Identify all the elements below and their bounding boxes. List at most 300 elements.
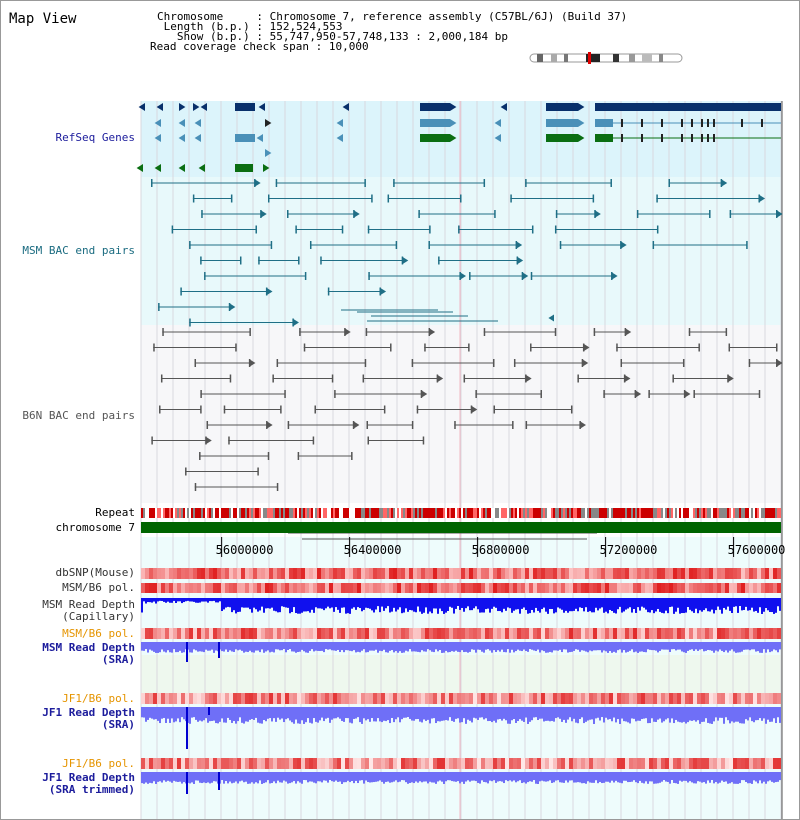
depth-bar (471, 772, 473, 781)
depth-bar (505, 707, 507, 720)
bac-end (417, 406, 419, 414)
heat-cell (369, 758, 373, 769)
bac-end (320, 257, 322, 265)
depth-bar (741, 598, 743, 610)
heat-cell (769, 583, 773, 593)
bac-end (709, 210, 711, 218)
heat-cell (289, 693, 293, 704)
heat-cell (177, 628, 181, 639)
repeat-track (141, 508, 781, 518)
heat-cell (517, 628, 521, 639)
depth-bar (699, 772, 701, 782)
repeat-mark (719, 508, 721, 518)
depth-bar (237, 707, 239, 721)
heat-cell (153, 568, 157, 579)
heat-cell (657, 693, 661, 704)
bac-end (231, 195, 233, 203)
depth-bar (483, 642, 485, 653)
repeat-mark (749, 508, 751, 518)
heat-cell (597, 583, 601, 593)
depth-bar (249, 642, 251, 651)
heat-cell (149, 628, 153, 639)
depth-bar (635, 598, 637, 613)
heat-cell (593, 628, 597, 639)
depth-bar (215, 642, 217, 651)
depth-bar (771, 707, 773, 722)
depth-bar (623, 642, 625, 650)
track-label-msm-depth-sra[interactable]: MSM Read Depth (SRA) (42, 641, 135, 666)
depth-bar (253, 598, 255, 608)
depth-bar (361, 598, 363, 611)
depth-bar (317, 772, 319, 781)
heat-cell (237, 758, 241, 769)
heat-cell (541, 568, 545, 579)
depth-bar (651, 707, 653, 718)
bac-end (759, 390, 761, 398)
depth-bar (633, 772, 635, 780)
repeat-mark (485, 508, 487, 518)
heat-cell (745, 693, 749, 704)
depth-bar (639, 642, 641, 652)
depth-bar (285, 598, 287, 607)
depth-bar (483, 598, 485, 613)
depth-bar (387, 707, 389, 720)
heat-cell (193, 568, 197, 579)
depth-bar (283, 772, 285, 781)
track-canvas[interactable] (1, 1, 799, 819)
depth-bar (639, 598, 641, 611)
heat-cell (673, 693, 677, 704)
depth-bar (275, 598, 277, 611)
depth-bar (251, 772, 253, 782)
depth-bar (179, 707, 181, 722)
gene-block (595, 134, 613, 142)
depth-bar (455, 772, 457, 782)
depth-bar (319, 642, 321, 651)
depth-bar (231, 598, 233, 612)
repeat-mark (341, 508, 343, 518)
heat-cell (677, 583, 681, 593)
heat-cell (265, 693, 269, 704)
depth-bar (315, 598, 317, 607)
heat-cell (533, 693, 537, 704)
heat-cell (689, 693, 693, 704)
depth-bar (535, 707, 537, 717)
heat-cell (461, 758, 465, 769)
depth-bar (339, 642, 341, 652)
depth-bar (461, 598, 463, 608)
repeat-mark (741, 508, 743, 518)
depth-bar (587, 642, 589, 652)
depth-bar (409, 598, 411, 610)
depth-bar (533, 598, 535, 612)
track-label-jf1-depth-sra[interactable]: JF1 Read Depth (SRA) (42, 706, 135, 731)
heat-cell (317, 758, 321, 769)
heat-cell (333, 568, 337, 579)
depth-bar (521, 772, 523, 783)
heat-cell (561, 583, 565, 593)
depth-bar (425, 707, 427, 721)
heat-cell (181, 583, 185, 593)
depth-bar (777, 642, 779, 652)
depth-bar (761, 707, 763, 721)
heat-cell (273, 568, 277, 579)
track-label-b6n-bac[interactable]: B6N BAC end pairs (22, 409, 135, 422)
depth-bar (675, 598, 677, 612)
depth-bar (229, 707, 231, 720)
depth-bar (181, 598, 183, 603)
depth-bar (663, 707, 665, 721)
depth-bar (695, 772, 697, 783)
gene-block (420, 119, 450, 127)
depth-bar (405, 707, 407, 718)
depth-bar (319, 772, 321, 781)
depth-bar (345, 598, 347, 614)
bac-end (418, 210, 420, 218)
depth-bar (701, 642, 703, 649)
heat-cell (181, 568, 185, 579)
depth-bar (719, 598, 721, 610)
depth-bar (687, 642, 689, 651)
repeat-mark (289, 508, 291, 518)
track-label-dbsnp[interactable]: dbSNP(Mouse) (55, 566, 135, 579)
depth-bar (447, 642, 449, 652)
heat-cell (681, 583, 685, 593)
depth-bar (269, 772, 271, 783)
depth-bar (507, 642, 509, 649)
depth-bar (315, 642, 317, 651)
depth-bar (633, 642, 635, 652)
depth-bar (409, 772, 411, 783)
heat-cell (325, 693, 329, 704)
depth-bar (317, 642, 319, 651)
depth-bar (669, 642, 671, 652)
heat-cell (765, 693, 769, 704)
heat-cell (521, 628, 525, 639)
depth-bar (435, 642, 437, 649)
repeat-mark (537, 508, 539, 518)
bac-end (593, 195, 595, 203)
heat-cell (465, 758, 469, 769)
depth-bar (777, 707, 779, 717)
heat-cell (749, 758, 753, 769)
repeat-mark (647, 508, 649, 518)
heat-cell (421, 628, 425, 639)
depth-bar (405, 772, 407, 782)
repeat-mark (295, 508, 297, 518)
depth-bar (395, 707, 397, 719)
depth-bar (713, 707, 715, 721)
depth-bar (771, 642, 773, 651)
heat-cell (209, 758, 213, 769)
depth-bar (417, 707, 419, 719)
heat-cell (521, 693, 525, 704)
depth-bar (155, 642, 157, 653)
depth-bar (377, 707, 379, 718)
heat-cell (613, 583, 617, 593)
bac-end (366, 328, 368, 336)
depth-bar (655, 772, 657, 784)
heat-cell (573, 628, 577, 639)
repeat-mark (739, 508, 741, 518)
heat-cell (569, 583, 573, 593)
gene-block (235, 134, 255, 142)
depth-bar (619, 642, 621, 649)
depth-bar (233, 707, 235, 721)
repeat-mark (227, 508, 229, 518)
depth-bar (149, 642, 151, 650)
depth-bar (601, 598, 603, 607)
repeat-mark (735, 508, 737, 518)
depth-bar (697, 642, 699, 651)
depth-bar (269, 707, 271, 718)
depth-bar (505, 772, 507, 780)
depth-bar (645, 598, 647, 610)
depth-bar (545, 642, 547, 653)
depth-bar (557, 642, 559, 651)
depth-bar (489, 598, 491, 613)
heat-cell (217, 568, 221, 579)
heat-cell (273, 693, 277, 704)
heat-cell (273, 758, 277, 769)
bac-end (657, 226, 659, 234)
depth-bar (425, 642, 427, 652)
heat-cell (701, 568, 705, 579)
depth-bar (497, 598, 499, 611)
depth-bar (671, 772, 673, 780)
heat-cell (517, 758, 521, 769)
heat-cell (713, 583, 717, 593)
depth-bar (577, 772, 579, 782)
depth-bar (699, 707, 701, 724)
bac-end (530, 344, 532, 352)
heat-cell (677, 628, 681, 639)
heat-cell (417, 568, 421, 579)
heat-cell (741, 583, 745, 593)
repeat-mark (637, 508, 639, 518)
heat-cell (613, 693, 617, 704)
depth-bar (295, 598, 297, 613)
heat-cell (501, 693, 505, 704)
depth-bar (149, 707, 151, 718)
depth-bar (163, 707, 165, 718)
heat-cell (333, 583, 337, 593)
depth-bar (515, 772, 517, 782)
depth-bar (547, 707, 549, 721)
heat-cell (241, 628, 245, 639)
depth-bar (197, 707, 199, 722)
depth-bar (495, 772, 497, 783)
heat-cell (429, 568, 433, 579)
depth-bar (491, 707, 493, 722)
heat-cell (589, 583, 593, 593)
depth-bar (165, 772, 167, 782)
repeat-mark (189, 508, 191, 518)
depth-bar (385, 707, 387, 721)
info-chromosome: Chromosome : Chromosome 7, reference assembly (C57BL/6J) (Build 37) (157, 10, 628, 23)
depth-bar (315, 772, 317, 783)
depth-bar (165, 642, 167, 652)
gene-block (546, 119, 578, 127)
repeat-mark (599, 508, 601, 518)
depth-bar (629, 642, 631, 651)
heat-cell (213, 693, 217, 704)
heat-cell (709, 758, 713, 769)
heat-cell (417, 758, 421, 769)
depth-bar (659, 598, 661, 612)
depth-bar (537, 598, 539, 611)
repeat-mark (469, 508, 471, 518)
depth-bar (181, 642, 183, 653)
depth-bar (391, 642, 393, 650)
heat-cell (293, 628, 297, 639)
depth-bar (423, 598, 425, 613)
repeat-mark (177, 508, 179, 518)
heat-cell (141, 628, 145, 639)
repeat-mark (641, 508, 643, 518)
depth-bar (573, 772, 575, 783)
repeat-mark (727, 508, 729, 518)
track-label-refseq-genes[interactable]: RefSeq Genes (55, 131, 135, 144)
heat-cell (661, 628, 665, 639)
depth-bar (197, 598, 199, 603)
heat-cell (465, 568, 469, 579)
depth-bar (233, 642, 235, 652)
depth-bar (601, 642, 603, 652)
depth-bar (593, 642, 595, 650)
heat-cell (565, 628, 569, 639)
depth-bar (227, 598, 229, 607)
repeat-mark (269, 508, 271, 518)
depth-bar (251, 642, 253, 652)
repeat-mark (455, 508, 457, 518)
depth-bar (237, 642, 239, 650)
repeat-mark (733, 508, 735, 518)
repeat-mark (211, 508, 213, 518)
repeat-mark (233, 508, 235, 518)
repeat-mark (611, 508, 613, 518)
depth-bar (709, 772, 711, 783)
depth-bar (675, 707, 677, 720)
track-label-msm-pol-2[interactable]: MSM/B6 pol. (62, 627, 135, 640)
repeat-mark (337, 508, 339, 518)
heat-cell (745, 568, 749, 579)
depth-bar (709, 598, 711, 612)
track-label-msm-bac[interactable]: MSM BAC end pairs (22, 244, 135, 257)
depth-bar (321, 707, 323, 718)
depth-bar (387, 598, 389, 606)
depth-bar (691, 642, 693, 649)
depth-bar (267, 772, 269, 780)
bac-end (268, 195, 270, 203)
info-coverage: Read coverage check span : 10,000 (150, 40, 369, 53)
depth-bar (371, 707, 373, 718)
track-label-msm-depth-capillary[interactable]: MSM Read Depth (Capillary) (42, 598, 135, 623)
heat-cell (437, 583, 441, 593)
repeat-mark (687, 508, 689, 518)
depth-bar (609, 707, 611, 719)
depth-bar (421, 598, 423, 614)
depth-bar (489, 707, 491, 721)
heat-cell (677, 758, 681, 769)
depth-bar (539, 707, 541, 719)
depth-bar (583, 707, 585, 723)
depth-bar (581, 707, 583, 717)
bac-end (393, 179, 395, 187)
repeat-mark (367, 508, 369, 518)
repeat-mark (691, 508, 693, 518)
depth-bar (445, 598, 447, 613)
depth-bar (625, 707, 627, 721)
heat-cell (217, 693, 221, 704)
depth-bar (757, 642, 759, 651)
heat-cell (461, 568, 465, 579)
depth-bar (697, 707, 699, 720)
depth-bar (271, 598, 273, 608)
heat-cell (245, 583, 249, 593)
heat-cell (641, 568, 645, 579)
depth-bar (641, 642, 643, 651)
repeat-mark (257, 508, 259, 518)
chromosome-bar (141, 522, 781, 533)
heat-cell (301, 693, 305, 704)
depth-bar (469, 598, 471, 610)
heat-cell (525, 693, 529, 704)
depth-bar (439, 642, 441, 650)
heat-cell (481, 568, 485, 579)
heat-cell (705, 693, 709, 704)
depth-bar (525, 772, 527, 784)
depth-bar (249, 707, 251, 720)
depth-bar (325, 598, 327, 608)
heat-cell (633, 568, 637, 579)
repeat-mark (539, 508, 541, 518)
depth-bar (251, 707, 253, 719)
bac-end (594, 328, 596, 336)
depth-bar (477, 598, 479, 609)
heat-cell (569, 693, 573, 704)
track-label-jf1-pol-2[interactable]: JF1/B6 pol. (62, 757, 135, 770)
depth-bar (229, 598, 231, 607)
depth-bar (307, 772, 309, 782)
depth-bar (327, 707, 329, 718)
track-label-msm-pol[interactable]: MSM/B6 pol. (62, 581, 135, 594)
depth-bar (367, 772, 369, 782)
heat-cell (245, 693, 249, 704)
exon (621, 119, 623, 127)
depth-bar (441, 642, 443, 653)
heat-cell (749, 693, 753, 704)
heat-cell (497, 758, 501, 769)
depth-bar (193, 642, 195, 649)
track-label-jf1-pol[interactable]: JF1/B6 pol. (62, 692, 135, 705)
heat-cell (505, 583, 509, 593)
heat-cell (545, 758, 549, 769)
heat-cell (529, 568, 533, 579)
depth-bar (769, 707, 771, 722)
depth-bar (775, 772, 777, 782)
depth-bar (211, 772, 213, 783)
repeat-mark (525, 508, 527, 518)
depth-bar (215, 598, 217, 602)
track-label-jf1-depth-trimmed[interactable]: JF1 Read Depth (SRA trimmed) (42, 771, 135, 796)
depth-bar (415, 598, 417, 612)
depth-bar (747, 772, 749, 783)
heat-cell (497, 693, 501, 704)
heat-cell (237, 628, 241, 639)
heat-cell (773, 758, 777, 769)
heat-cell (429, 628, 433, 639)
